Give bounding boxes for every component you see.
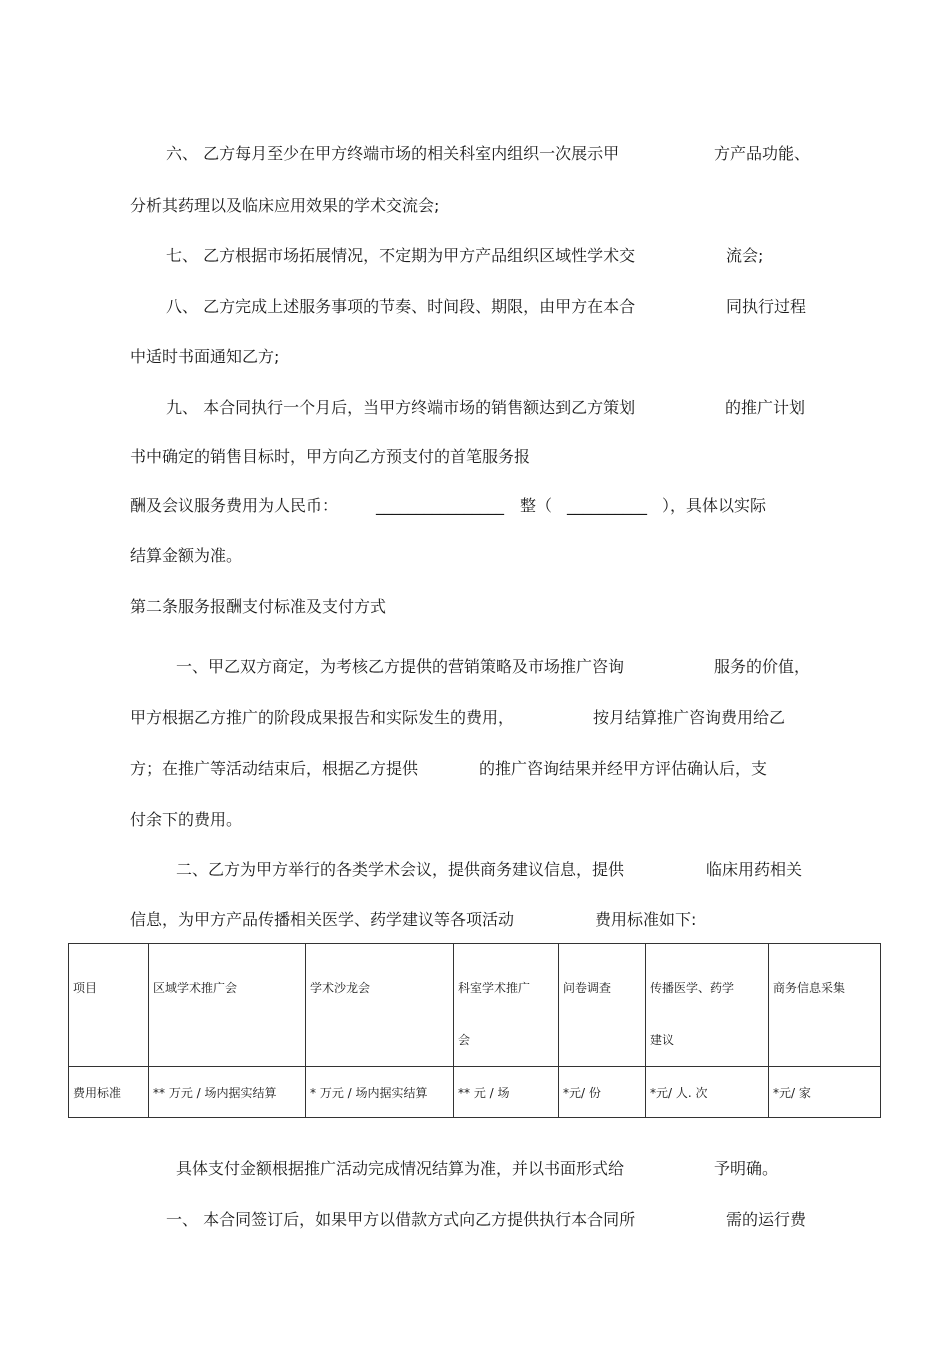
- s2p1-text-g: 付余下的费用。: [130, 810, 243, 829]
- para9-zheng: 整（: [520, 496, 553, 515]
- para7-text-a: 七、 乙方根据市场拓展情况，不定期为甲方产品组织区域性学术交: [166, 246, 636, 265]
- para9-line3: [130, 496, 767, 516]
- para7-text-b: 流会;: [726, 246, 764, 265]
- table-header-cell: 商务信息采集: [769, 944, 881, 1067]
- s2p2-line1: [176, 860, 803, 880]
- table-cell: *元/ 人. 次: [646, 1067, 769, 1118]
- table-header-cell: 问卷调查: [559, 944, 646, 1067]
- table-cell: *元/ 份: [559, 1067, 646, 1118]
- para9-text-a: 九、 本合同执行一个月后，当甲方终端市场的销售额达到乙方策划: [166, 398, 636, 417]
- after-text-b: 予明确。: [714, 1159, 779, 1178]
- after-table-line: [176, 1159, 779, 1179]
- table-header-cell: 科室学术推广会: [454, 944, 559, 1067]
- para9-text-c: 书中确定的销售目标时，甲方向乙方预支付的首笔服务报: [130, 447, 531, 466]
- para9-text-b: 的推广计划: [725, 398, 806, 417]
- para9-text-e: 结算金额为准。: [130, 546, 243, 565]
- para9-line2: [130, 447, 530, 467]
- table-cell: * 万元 / 场内据实结算: [306, 1067, 454, 1118]
- s2p1-line3: [130, 759, 768, 779]
- s2p2-text-d: 费用标准如下:: [595, 910, 697, 929]
- table-header-cell: 项目: [69, 944, 149, 1067]
- para6-text-c: 分析其药理以及临床应用效果的学术交流会;: [130, 196, 440, 215]
- para9-line1: [166, 398, 806, 418]
- fee-standard-table: [68, 943, 881, 1118]
- last-text-b: 需的运行费: [726, 1210, 807, 1229]
- table-cell: *元/ 家: [769, 1067, 881, 1118]
- s2p1-text-b: 服务的价值，: [714, 657, 811, 676]
- s2p1-text-c: 甲方根据乙方推广的阶段成果报告和实际发生的费用，: [130, 708, 515, 727]
- para6-line2: [130, 196, 439, 216]
- table-cell: 费用标准: [69, 1067, 149, 1118]
- s2p1-text-d: 按月结算推广咨询费用给乙: [593, 708, 786, 727]
- s2p1-text-f: 的推广咨询结果并经甲方评估确认后，支: [479, 759, 768, 778]
- table-cell: ** 万元 / 场内据实结算: [149, 1067, 306, 1118]
- s2p2-text-a: 二、乙方为甲方举行的各类学术会议，提供商务建议信息，提供: [176, 860, 625, 879]
- table-header-cell: 学术沙龙会: [306, 944, 454, 1067]
- s2p1-line2: [130, 708, 786, 728]
- last-text-a: 一、 本合同签订后，如果甲方以借款方式向乙方提供执行本合同所: [166, 1210, 636, 1229]
- para9-line4: [130, 546, 242, 566]
- para9-tail: ），具体以实际: [662, 496, 767, 515]
- para6-text-a: 六、 乙方每月至少在甲方终端市场的相关科室内组织一次展示甲: [166, 144, 620, 163]
- table-header-row: [69, 944, 881, 1067]
- last-line: [166, 1210, 807, 1230]
- para8-text-b: 同执行过程: [726, 297, 807, 316]
- s2p1-line4: [130, 810, 242, 830]
- table-header-cell: 区域学术推广会: [149, 944, 306, 1067]
- para6-text-b: 方产品功能、: [714, 144, 811, 163]
- para7-line1: [166, 246, 764, 266]
- s2p2-text-b: 临床用药相关: [706, 860, 803, 879]
- s2p2-text-c: 信息，为甲方产品传播相关医学、药学建议等各项活动: [130, 910, 515, 929]
- section2-title-text: 第二条服务报酬支付标准及支付方式: [130, 597, 387, 616]
- para9-text-d: 酬及会议服务费用为人民币：: [130, 496, 339, 515]
- s2p1-line1: [176, 657, 811, 677]
- s2p2-line2: [130, 910, 697, 930]
- para8-text-a: 八、 乙方完成上述服务事项的节奏、时间段、期限，由甲方在本合: [166, 297, 636, 316]
- section2-title: [130, 597, 386, 617]
- table-cell: ** 元 / 场: [454, 1067, 559, 1118]
- amount-blank: ________________: [376, 496, 504, 515]
- para8-line2: [130, 347, 279, 367]
- table-header-cell: 传播医学、药学建议: [646, 944, 769, 1067]
- para6-line1: [166, 144, 811, 164]
- after-text-a: 具体支付金额根据推广活动完成情况结算为准，并以书面形式给: [176, 1159, 625, 1178]
- s2p1-text-e: 方；在推广等活动结束后，根据乙方提供: [130, 759, 419, 778]
- para8-text-c: 中适时书面通知乙方;: [130, 347, 280, 366]
- amount-uppercase-blank: __________: [567, 496, 647, 515]
- table-row: [69, 1067, 881, 1118]
- para8-line1: [166, 297, 807, 317]
- s2p1-text-a: 一、甲乙双方商定，为考核乙方提供的营销策略及市场推广咨询: [176, 657, 625, 676]
